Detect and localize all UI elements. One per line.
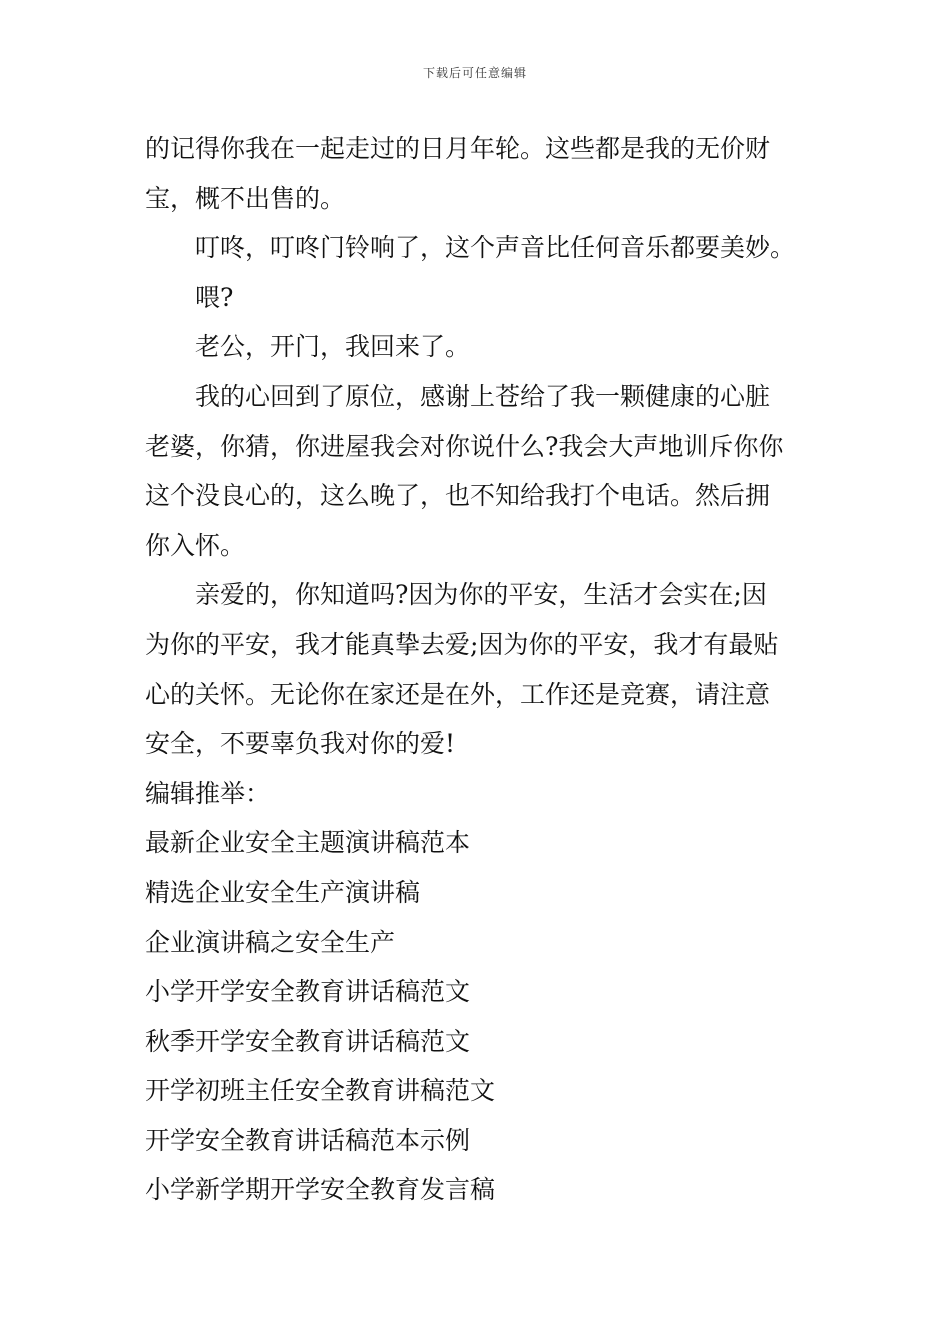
paragraph [145, 322, 810, 372]
text-line: 这个没良心的，这么晚了，也不知给我打个电话。然后拥 [145, 481, 771, 511]
recommend-item: 秋季开学安全教育讲话稿范文 [145, 1026, 471, 1056]
recommend-section [145, 769, 810, 1215]
paragraph [145, 124, 810, 223]
text-line: 叮咚，叮咚门铃响了，这个声音比任何音乐都要美妙。 [195, 233, 796, 263]
text-line: 为你的平安，我才能真挚去爱;因为你的平安，我才有最贴 [145, 629, 779, 659]
text-line: 我的心回到了原位，感谢上苍给了我一颗健康的心脏 [195, 381, 771, 411]
text-line: 亲爱的，你知道吗?因为你的平安，生活才会实在;因 [195, 580, 767, 610]
text-line: 心的关怀。无论你在家还是在外，工作还是竞赛，请注意 [145, 679, 771, 709]
recommend-item: 开学初班主任安全教育讲稿范文 [145, 1076, 496, 1106]
paragraph [145, 223, 810, 273]
paragraph [145, 372, 810, 570]
text-line: 老公，开门，我回来了。 [195, 332, 471, 362]
recommend-item: 精选企业安全生产演讲稿 [145, 877, 421, 907]
text-line: 宝，概不出售的。 [145, 183, 346, 213]
text-line: 老婆，你猜，你进屋我会对你说什么?我会大声地训斥你你 [145, 431, 784, 461]
recommend-item: 小学新学期开学安全教育发言稿 [145, 1175, 496, 1205]
text-line: 你入怀。 [145, 530, 246, 560]
recommend-heading: 编辑推举： [145, 778, 271, 808]
paragraph [145, 273, 810, 323]
text-line: 喂? [195, 282, 234, 312]
text-line: 的记得你我在一起走过的日月年轮。这些都是我的无价财 [145, 134, 771, 163]
recommend-item: 小学开学安全教育讲话稿范文 [145, 977, 471, 1007]
recommend-item: 企业演讲稿之安全生产 [145, 927, 396, 957]
paragraph [145, 570, 810, 768]
recommend-item: 最新企业安全主题演讲稿范本 [145, 828, 471, 858]
page-header: 下载后可任意编辑 [422, 66, 527, 80]
text-line: 安全，不要辜负我对你的爱! [145, 729, 456, 759]
document-body [145, 124, 810, 1215]
recommend-item: 开学安全教育讲话稿范本示例 [145, 1125, 471, 1155]
